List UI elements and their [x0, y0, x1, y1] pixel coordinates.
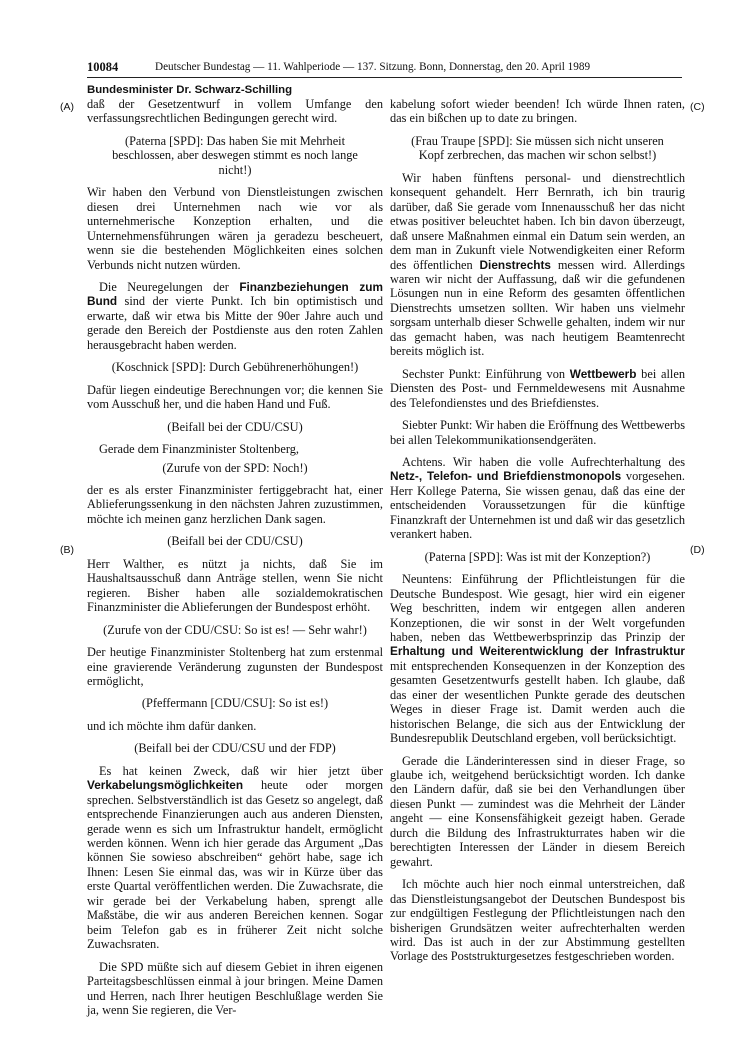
paragraph-text: heute oder morgen sprechen. Selbstverständlich ist das Gesetz so angelegt, daß entsprechende Finanzierungen auch aus anderen Diensten, gerade wenn es sich um Infrastruktur handelt, ermöglicht werden können. Wenn ich hier gerade das Argument „Das können Sie sowieso abschreiben“ gehört habe, sage ich Ihnen: Lesen Sie einmal das, was wir in Kürze über das erste Quartal veröffentlichen werden. Die Zuwachsrate, die wir gerade bei der Verkabelung haben, sprengt alle Maßstäbe, die wir aus anderen Bereichen kennen. Sogar beim Telefon gab es in früherer Zeit nicht solche Zuwachsraten. — [87, 778, 383, 952]
paragraph — [390, 455, 685, 542]
paragraph-text: vorgesehen. Herr Kollege Paterna, Sie wissen genau, daß das eine der entscheidenden Voraussetzungen für die künftige Finanzkraft der Unternehmen ist und daß wir das gesetzlich verankert haben. — [390, 469, 685, 542]
paragraph: Gerade dem Finanzminister Stoltenberg, — [99, 442, 299, 457]
header-rule — [87, 77, 682, 78]
paragraph-text: Wir haben fünftens personal- und dienstrechtlich konsequent gehandelt. Herr Bernrath, ich bin traurig darüber, daß Sie gerade vom Innenausschuß her das nicht etwas positiver beleuchtet haben. Ich bin davon überzeugt, daß unsere Maßnahmen einmal ein Datum sein werden, an dem man in Zukunft viele Notwendigkeiten einer Reform des öffentlichen — [390, 170, 685, 272]
paragraph-text: Sechster Punkt: Einführung von — [402, 366, 570, 381]
paragraph — [390, 171, 685, 359]
paragraph: Ich möchte auch hier noch einmal unterstreichen, daß das Dienstleistungsangebot der Deutschen Bundespost bis zur endgültigen Festlegung der Pflichtleistungen nach den bisherigen Grundsätzen weiter aufrechterhalten werden wird. Das ist auch in der zur Abstimmung gestellten Vorlage des Poststrukturgesetzes festgeschrieben worden. — [390, 877, 685, 964]
paragraph — [87, 764, 383, 952]
paragraph: Wir haben den Verbund von Dienstleistungen zwischen diesen drei Unternehmen nach wie vor als unternehmerische Konzeption erhalten, und die Unternehmensführungen wären ja geradezu bescheuert, wenn sie die bestehenden Möglichkeiten eines solchen Verbunds nicht nutzen würden. — [87, 185, 383, 272]
margin-mark-c: (C) — [690, 101, 705, 113]
paragraph: Die SPD müßte sich auf diesem Gebiet in ihren eigenen Parteitagsbeschlüssen einmal à jour bringen. Meine Damen und Herren, nach Ihrer heutigen Beschlußlage werden Sie ja, wenn Sie regieren, die Ver- — [87, 959, 383, 1018]
paragraph-text: Die Neuregelungen der — [99, 279, 240, 294]
paragraph: Dafür liegen eindeutige Berechnungen vor; die kennen Sie vom Ausschuß her, und die haben Hand und Fuß. — [87, 382, 383, 412]
margin-mark-a: (A) — [60, 101, 74, 113]
left-column — [87, 97, 383, 1025]
paragraph: Der heutige Finanzminister Stoltenberg hat zum erstenmal eine gravierende Veränderung zugunsten der Bundespost ermöglicht, — [87, 645, 383, 688]
paragraph: Herr Walther, es nützt ja nichts, daß Sie im Haushaltsausschuß dann Anträge stellen, wenn Sie nicht regieren. Bisher haben alle sozialdemokratischen Finanzminister die Ablieferungen der Bundespost erhöht. — [87, 556, 383, 615]
interjection: (Zurufe von der CDU/CSU: So ist es! — Sehr wahr!) — [103, 622, 367, 637]
applause: (Beifall bei der CDU/CSU) — [167, 534, 303, 549]
paragraph-text: messen wird. Allerdings waren wir nicht der Auffassung, daß wir die gefundenen Lösungen nun in eine Reform des gesamten öffentlichen Dienstrechts umsetzen sollten. Wir haben uns vielmehr sorgsam unterhalb dieser Schwelle gehalten, indem wir nur das gemacht haben, was nach heutigem Beamtenrecht bereits möglich ist. — [390, 257, 685, 359]
speaker-label: Bundesminister Dr. Schwarz-Schilling — [87, 84, 293, 96]
interjection: (Zurufe von der SPD: Noch!) — [162, 460, 308, 475]
paragraph-text: Es hat keinen Zweck, daß wir hier jetzt über — [99, 763, 383, 778]
paragraph — [390, 572, 685, 745]
interjection: (Frau Traupe [SPD]: Sie müssen sich nicht unseren Kopf zerbrechen, das machen wir schon selbst!) — [411, 133, 664, 163]
interjection: (Koschnick [SPD]: Durch Gebührenerhöhungen!) — [111, 360, 359, 375]
bold-term: Netz-, Telefon- und Briefdienstmonopols — [390, 469, 622, 484]
paragraph: und ich möchte ihm dafür danken. — [87, 718, 257, 733]
running-title: Deutscher Bundestag — 11. Wahlperiode — 137. Sitzung. Bonn, Donnerstag, den 20. April 1989 — [155, 61, 591, 73]
margin-mark-b: (B) — [60, 544, 74, 556]
paragraph-text: mit entsprechenden Konsequenzen in der Konzeption des gesamten Gesetzentwurfs gestellt haben. Ich glaube, daß das einer der wesentlichen Punkte gerade des deutschen Weges in dieser Frage ist. Damit werden auch die historischen Belange, die sich aus der Entwicklung der Bundesrepublik Deutschland ergeben, voll berücksichtigt. — [390, 658, 685, 746]
bold-term: Wettbewerb — [569, 366, 637, 381]
paragraph: Gerade die Länderinteressen sind in dieser Frage, so glaube ich, weitgehend berücksichtigt worden. Ich danke den Ländern dafür, daß sie bei den Verhandlungen über diesen Punkt — zumindest was die Mehrheit der Länder angeht — eine Konsensfähigkeit gezeigt haben. Gerade durch die Bildung des Infrastrukturrates haben wir die berechtigten Interessen der Länder in diesem Bereich gewahrt. — [390, 753, 685, 869]
interjection: (Paterna [SPD]: Was ist mit der Konzeption?) — [424, 549, 651, 564]
paragraph: der es als erster Finanzminister fertiggebracht hat, einer Ablieferungssenkung in den nächsten Jahren zuzustimmen, möchte ich meinen ganz herzlichen Dank sagen. — [87, 482, 383, 526]
paragraph: Siebter Punkt: Wir haben die Eröffnung des Wettbewerbs bei allen Telekommunikationsendgeräten. — [390, 418, 685, 447]
applause: (Beifall bei der CDU/CSU) — [167, 419, 303, 434]
interjection: (Paterna [SPD]: Das haben Sie mit Mehrheit beschlossen, aber deswegen stimmt es noch lange nicht!) — [112, 133, 358, 177]
paragraph — [390, 367, 685, 410]
paragraph-text: sind der vierte Punkt. Ich bin optimistisch und erwarte, daß wir etwa bis Mitte der 90er Jahre auch und gerade den Bereich der Postdienste aus den roten Zahlen herausgebracht haben werden. — [87, 294, 383, 352]
page-number: 10084 — [87, 60, 119, 74]
right-column — [390, 97, 685, 972]
bold-term: Verkabelungsmöglichkeiten — [87, 778, 244, 793]
interjection: (Pfeffermann [CDU/CSU]: So ist es!) — [141, 696, 329, 711]
bold-term: Dienstrechts — [479, 257, 551, 272]
paragraph-text: bei allen Diensten des Post- und Fernmeldewesens mit Ausnahme des Telefondienstes und des Briefdienstes. — [390, 366, 686, 410]
paragraph — [87, 280, 383, 352]
bold-term: Erhaltung und Weiterentwicklung der Infrastruktur — [390, 644, 685, 659]
bold-term: Finanzbeziehungen zum Bund — [87, 279, 383, 309]
paragraph: daß der Gesetzentwurf in vollem Umfange den verfassungsrechtlichen Bedingungen gerecht wird. — [87, 97, 383, 126]
paragraph: kabelung sofort wieder beenden! Ich würde Ihnen raten, das ein bißchen up to date zu bringen. — [390, 97, 685, 126]
page-header — [87, 60, 682, 78]
paragraph-text: Neuntens: Einführung der Pflichtleistungen für die Deutsche Bundespost. Wie gesagt, hier wird ein eigener Weg beschritten, indem wir entgegen allen anderen Konzeptionen, die wir sonst in der Welt vorgefunden haben, neben das Wettbewerbsprinzip das Prinzip der — [390, 572, 685, 644]
applause: (Beifall bei der CDU/CSU und der FDP) — [134, 741, 336, 756]
paragraph-text: Achtens. Wir haben die volle Aufrechterhaltung des — [402, 454, 685, 469]
margin-mark-d: (D) — [690, 544, 705, 556]
